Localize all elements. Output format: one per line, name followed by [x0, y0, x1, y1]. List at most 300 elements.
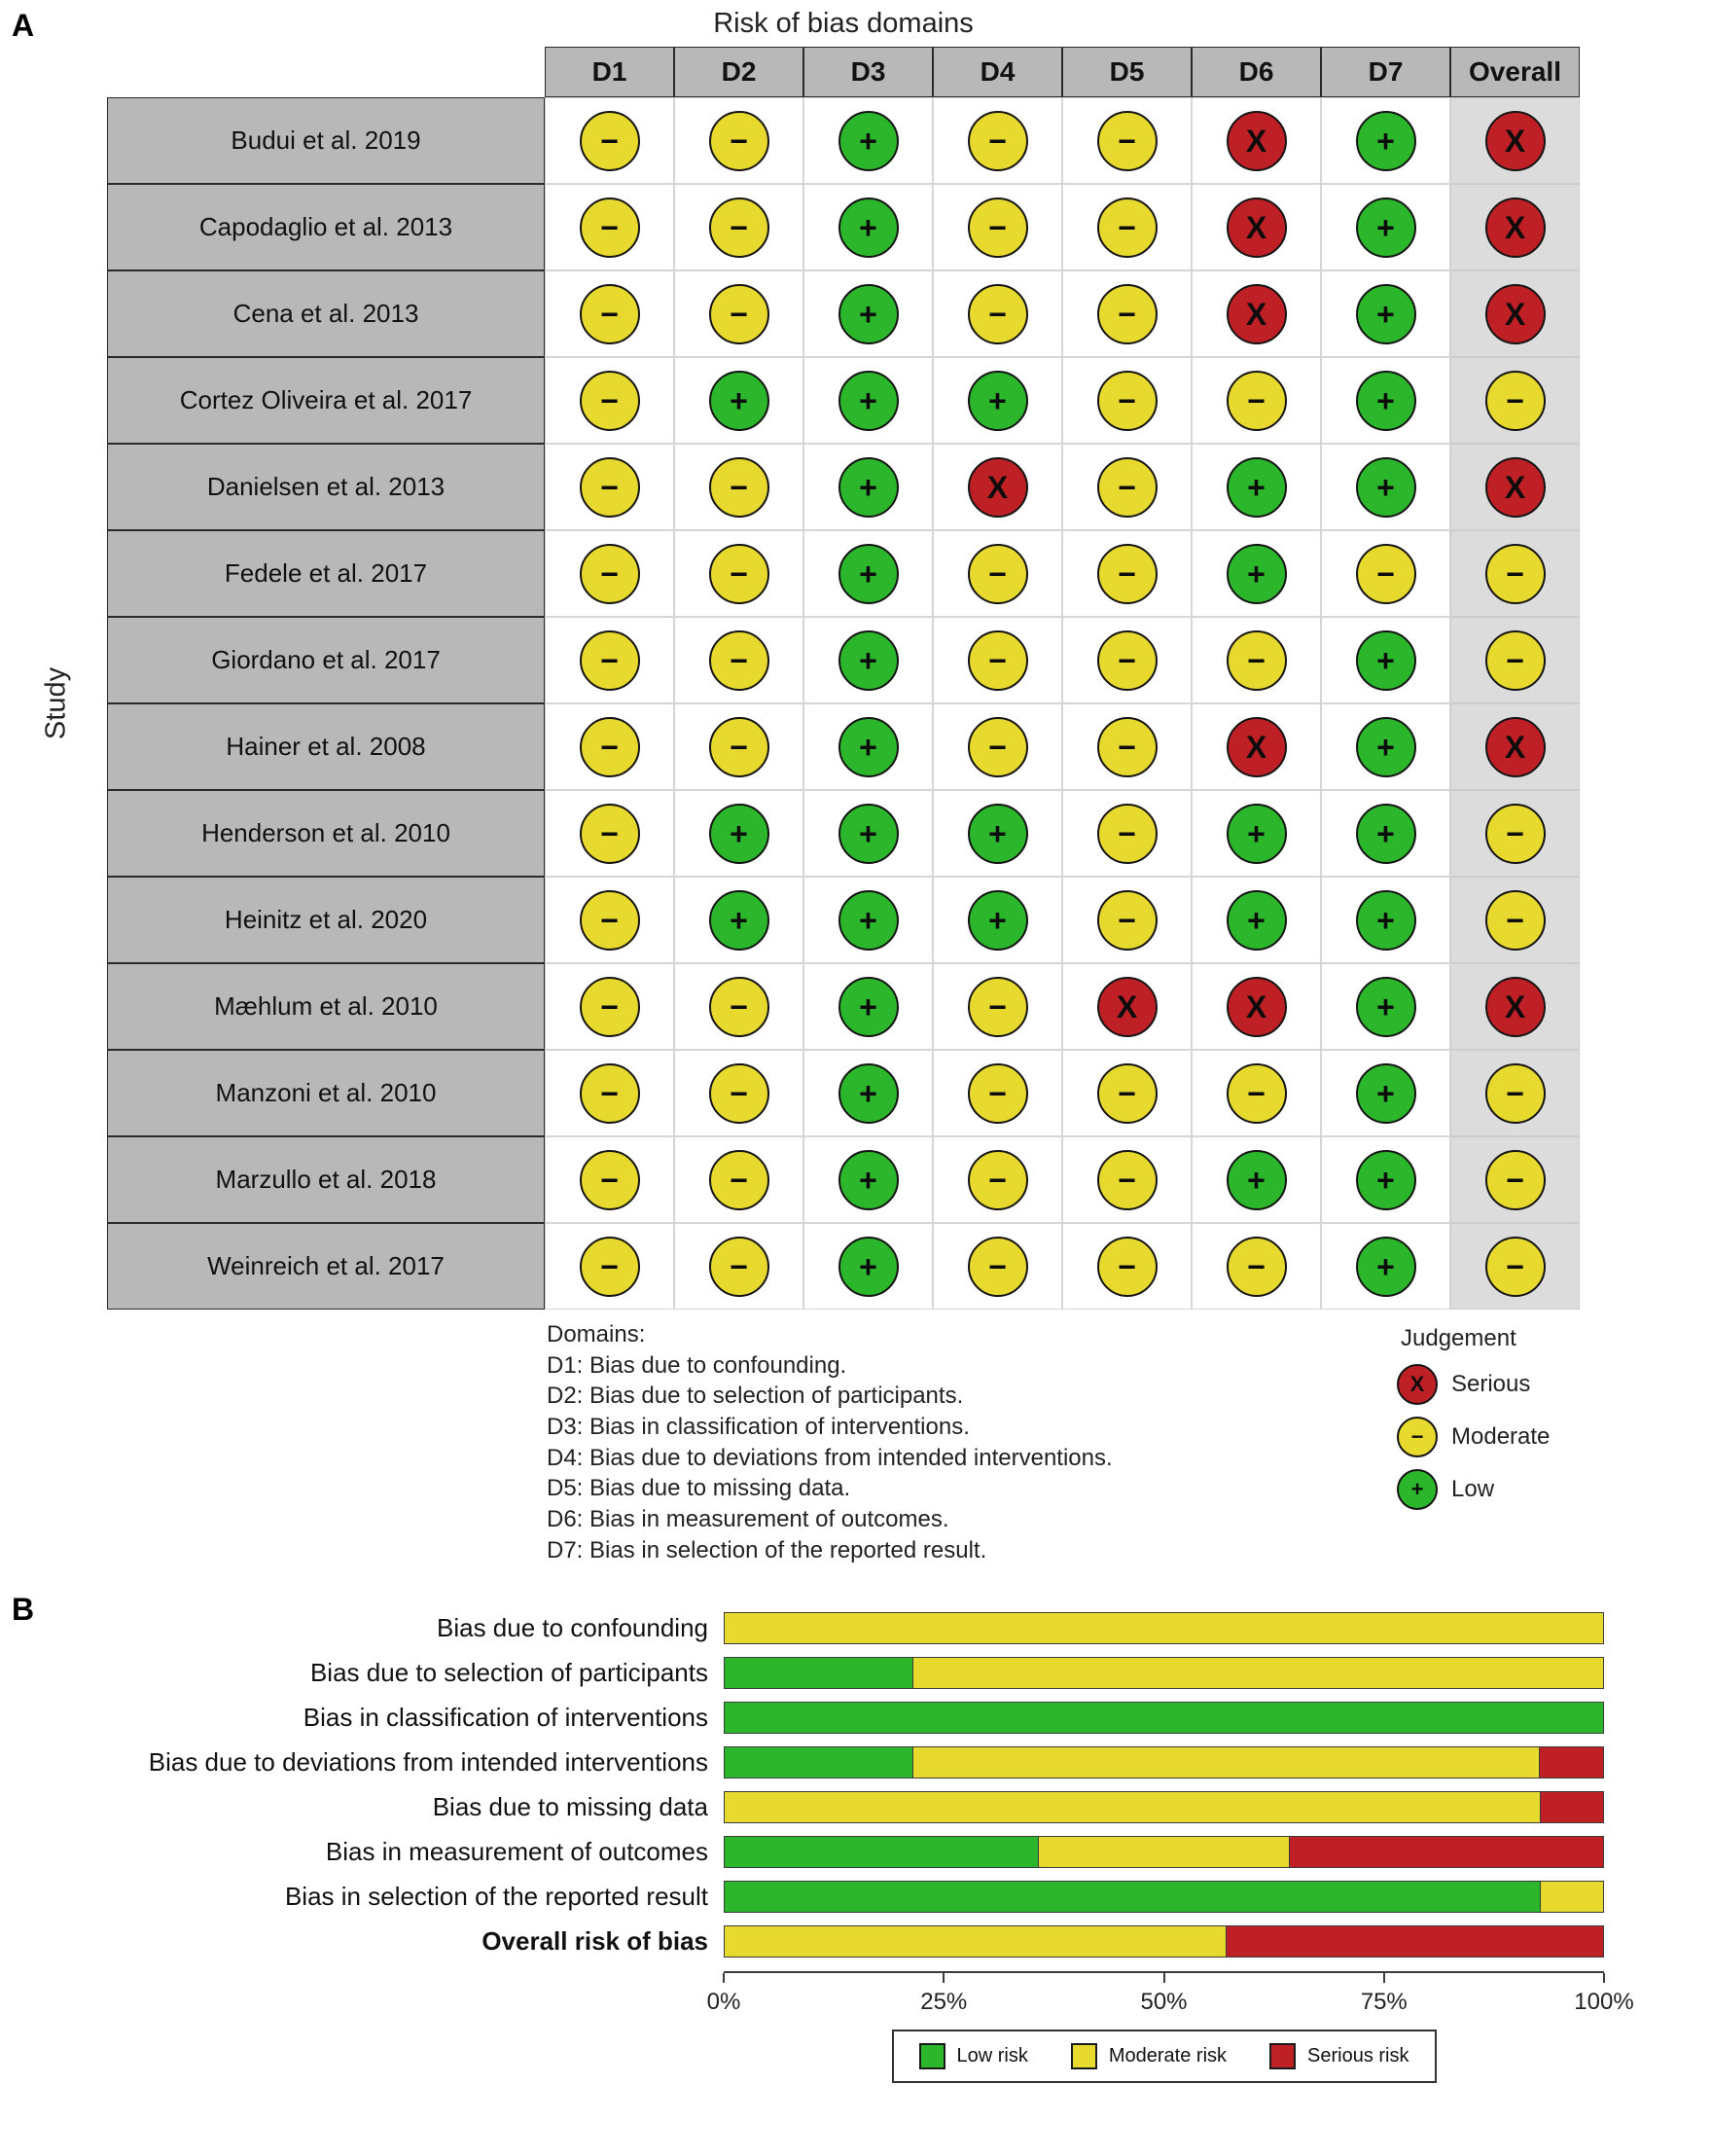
domains-heading: Domains: — [547, 1321, 646, 1348]
judgement-cell — [1192, 444, 1321, 530]
judgement-cell — [1192, 97, 1321, 184]
judgement-low-icon: + — [1356, 717, 1416, 777]
judgement-serious-icon: X — [1485, 111, 1546, 171]
column-header: D7 — [1321, 47, 1450, 97]
judgement-moderate-icon: − — [968, 630, 1028, 691]
judgement-moderate-icon: − — [968, 977, 1028, 1037]
bar-segment-low — [725, 1882, 1540, 1912]
judgement-moderate-icon: − — [580, 1063, 640, 1124]
judgement-cell — [1062, 270, 1192, 357]
judgement-cell — [1062, 1050, 1192, 1136]
bar-legend-label: Low risk — [956, 2045, 1028, 2066]
judgement-cell — [933, 703, 1062, 790]
judgement-low-icon: + — [1356, 284, 1416, 344]
judgement-cell — [674, 963, 803, 1050]
study-label: Weinreich et al. 2017 — [107, 1223, 545, 1310]
judgement-moderate-icon: − — [1097, 890, 1158, 951]
judgement-low-icon: + — [1356, 804, 1416, 864]
judgement-cell — [1450, 790, 1580, 877]
judgement-low-icon: + — [1227, 1150, 1287, 1210]
judgement-moderate-icon: − — [1485, 804, 1546, 864]
judgement-moderate-icon: − — [580, 1237, 640, 1297]
judgement-cell — [1321, 97, 1450, 184]
judgement-cell — [674, 444, 803, 530]
judgement-cell — [1192, 877, 1321, 963]
judgement-cell — [545, 184, 674, 270]
judgement-cell — [674, 703, 803, 790]
judgement-moderate-icon: − — [580, 717, 640, 777]
column-header: D4 — [933, 47, 1062, 97]
judgement-cell — [933, 184, 1062, 270]
column-header: D5 — [1062, 47, 1192, 97]
judgement-cell — [674, 184, 803, 270]
judgement-cell — [674, 617, 803, 703]
bar-legend-item — [919, 2043, 1028, 2069]
judgement-low-icon: + — [838, 284, 899, 344]
judgement-cell — [1062, 184, 1192, 270]
bar-segment-moderate — [912, 1658, 1603, 1688]
judgement-serious-icon: X — [1485, 457, 1546, 518]
judgement-cell — [1321, 184, 1450, 270]
judgement-moderate-icon: − — [1097, 198, 1158, 258]
study-label: Henderson et al. 2010 — [107, 790, 545, 877]
judgement-low-icon: + — [709, 890, 769, 951]
judgement-cell — [1450, 270, 1580, 357]
judgement-low-icon: + — [838, 630, 899, 691]
domain-definition: D1: Bias due to confounding. — [547, 1351, 847, 1379]
judgement-cell — [933, 617, 1062, 703]
judgement-moderate-icon: − — [1485, 1150, 1546, 1210]
judgement-low-icon: + — [968, 890, 1028, 951]
judgement-low-icon: + — [1356, 630, 1416, 691]
judgement-cell — [1321, 270, 1450, 357]
judgement-cell — [1062, 703, 1192, 790]
judgement-low-icon: + — [1356, 457, 1416, 518]
judgement-low-icon: + — [838, 111, 899, 171]
judgement-moderate-icon: − — [1097, 1150, 1158, 1210]
judgement-cell — [1450, 877, 1580, 963]
study-label: Capodaglio et al. 2013 — [107, 184, 545, 270]
judgement-moderate-icon: − — [709, 457, 769, 518]
x-axis-tick — [723, 1973, 725, 1983]
domains-note — [547, 1319, 1113, 1565]
judgement-cell — [1192, 1223, 1321, 1310]
judgement-cell — [1062, 1223, 1192, 1310]
bar-segment-moderate — [725, 1926, 1226, 1957]
judgement-cell — [1062, 97, 1192, 184]
judgement-low-icon: + — [1356, 371, 1416, 431]
judgement-cell — [1062, 790, 1192, 877]
study-label: Cena et al. 2013 — [107, 270, 545, 357]
judgement-cell — [803, 1136, 933, 1223]
bar-segment-serious — [1289, 1837, 1603, 1867]
judgement-low-icon: + — [838, 1237, 899, 1297]
bar-row — [29, 1740, 1604, 1784]
stacked-bar — [724, 1925, 1604, 1958]
judgement-moderate-icon: − — [580, 630, 640, 691]
judgement-moderate-icon: − — [709, 977, 769, 1037]
judgement-moderate-icon: − — [580, 284, 640, 344]
judgement-cell — [1321, 617, 1450, 703]
judgement-moderate-icon: − — [1097, 284, 1158, 344]
x-axis-tick-label: 100% — [1574, 1989, 1634, 2015]
bar-legend — [724, 2030, 1604, 2083]
judgement-cell — [933, 444, 1062, 530]
table-corner — [107, 47, 545, 97]
stacked-bar — [724, 1791, 1604, 1823]
judgement-moderate-icon: − — [709, 544, 769, 604]
bar-row — [29, 1650, 1604, 1695]
judgement-cell — [545, 444, 674, 530]
judgement-moderate-icon: − — [1097, 371, 1158, 431]
judgement-moderate-icon: − — [968, 1150, 1028, 1210]
judgement-cell — [1321, 1050, 1450, 1136]
judgement-cell — [545, 1223, 674, 1310]
study-axis-label: Study — [40, 666, 72, 740]
judgement-cell — [1450, 530, 1580, 617]
stacked-bar — [724, 1746, 1604, 1779]
judgement-cell — [803, 877, 933, 963]
x-axis-tick — [1163, 1973, 1165, 1983]
domain-definition: D5: Bias due to missing data. — [547, 1475, 851, 1502]
bar-segment-serious — [1539, 1747, 1603, 1778]
judgement-serious-icon: X — [1485, 977, 1546, 1037]
judgement-moderate-icon: − — [1227, 1237, 1287, 1297]
study-label: Hainer et al. 2008 — [107, 703, 545, 790]
judgement-moderate-icon: − — [580, 1150, 640, 1210]
judgement-legend — [1397, 1325, 1550, 1510]
bar-segment-serious — [1540, 1792, 1603, 1822]
bar-segment-moderate — [912, 1747, 1539, 1778]
judgement-moderate-icon: − — [709, 284, 769, 344]
judgement-serious-icon: X — [1097, 977, 1158, 1037]
study-label: Fedele et al. 2017 — [107, 530, 545, 617]
judgement-cell — [1321, 530, 1450, 617]
domain-definition: D2: Bias due to selection of participants. — [547, 1383, 964, 1410]
column-header: D1 — [545, 47, 674, 97]
judgement-cell — [1321, 963, 1450, 1050]
bar-row — [29, 1919, 1604, 1963]
bar-row — [29, 1784, 1604, 1829]
judgement-moderate-icon: − — [968, 198, 1028, 258]
study-label: Manzoni et al. 2010 — [107, 1050, 545, 1136]
bar-segment-low — [725, 1658, 912, 1688]
judgement-moderate-icon: − — [709, 1150, 769, 1210]
judgement-moderate-icon: − — [580, 890, 640, 951]
judgement-cell — [1192, 1050, 1321, 1136]
x-axis-tick-label: 25% — [920, 1989, 968, 2015]
judgement-cell — [933, 1136, 1062, 1223]
judgement-serious-icon: X — [1485, 198, 1546, 258]
judgement-legend-label: Moderate — [1451, 1423, 1551, 1450]
stacked-bar — [724, 1702, 1604, 1734]
judgement-cell — [545, 1050, 674, 1136]
domain-definition: D4: Bias due to deviations from intended interventions. — [547, 1444, 1113, 1471]
study-label: Danielsen et al. 2013 — [107, 444, 545, 530]
bar-category-label: Bias due to deviations from intended interventions — [148, 1746, 708, 1777]
bar-segment-moderate — [725, 1792, 1540, 1822]
serious-risk-swatch — [1269, 2043, 1296, 2069]
judgement-low-icon: + — [838, 804, 899, 864]
judgement-moderate-icon: − — [1227, 1063, 1287, 1124]
bar-legend-item — [1269, 2043, 1409, 2069]
judgement-moderate-icon: − — [709, 111, 769, 171]
judgement-moderate-icon: − — [1097, 1237, 1158, 1297]
judgement-low-icon: + — [1356, 977, 1416, 1037]
bar-segment-moderate — [1540, 1882, 1603, 1912]
judgement-moderate-icon: − — [1097, 111, 1158, 171]
judgement-moderate-icon: − — [709, 630, 769, 691]
judgement-moderate-icon: − — [1485, 1237, 1546, 1297]
judgement-cell — [803, 357, 933, 444]
judgement-moderate-icon: − — [1485, 371, 1546, 431]
judgement-cell — [1321, 444, 1450, 530]
judgement-cell — [674, 357, 803, 444]
judgement-moderate-icon: − — [709, 717, 769, 777]
judgement-cell — [545, 877, 674, 963]
x-axis-tick — [1383, 1973, 1385, 1983]
judgement-cell — [1192, 184, 1321, 270]
bar-category-label: Overall risk of bias — [482, 1925, 708, 1956]
judgement-cell — [933, 97, 1062, 184]
judgement-cell — [1450, 184, 1580, 270]
judgement-cell — [1321, 357, 1450, 444]
judgement-moderate-icon: − — [968, 1237, 1028, 1297]
judgement-moderate-icon: − — [1356, 544, 1416, 604]
stacked-bar — [724, 1836, 1604, 1868]
judgement-cell — [1450, 97, 1580, 184]
judgement-cell — [545, 617, 674, 703]
judgement-moderate-icon: − — [968, 717, 1028, 777]
judgement-cell — [803, 703, 933, 790]
judgement-cell — [933, 530, 1062, 617]
judgement-low-icon: + — [1356, 890, 1416, 951]
domain-definition: D3: Bias in classification of interventions. — [547, 1414, 970, 1441]
judgement-cell — [803, 1050, 933, 1136]
bar-row — [29, 1874, 1604, 1919]
judgement-low-icon: + — [838, 371, 899, 431]
judgement-cell — [1321, 1223, 1450, 1310]
column-header: D2 — [674, 47, 803, 97]
judgement-cell — [545, 530, 674, 617]
bar-legend-box — [892, 2030, 1437, 2083]
judgement-cell — [1062, 444, 1192, 530]
bar-category-label: Bias in classification of interventions — [303, 1702, 708, 1732]
judgement-cell — [1450, 617, 1580, 703]
judgement-moderate-icon: − — [968, 284, 1028, 344]
judgement-cell — [803, 444, 933, 530]
judgement-cell — [1192, 703, 1321, 790]
judgement-cell — [1450, 1136, 1580, 1223]
bar-segment-low — [725, 1703, 1603, 1733]
judgement-moderate-icon: − — [1097, 804, 1158, 864]
bar-row — [29, 1829, 1604, 1874]
judgement-moderate-icon: − — [1485, 544, 1546, 604]
column-header: D6 — [1192, 47, 1321, 97]
x-axis-tick-label: 50% — [1140, 1989, 1188, 2015]
x-axis-tick — [1603, 1973, 1605, 1983]
judgement-cell — [933, 1223, 1062, 1310]
judgement-low-icon: + — [1227, 804, 1287, 864]
stacked-bar — [724, 1881, 1604, 1913]
judgement-legend-item — [1397, 1469, 1550, 1510]
judgement-cell — [933, 877, 1062, 963]
judgement-moderate-icon: − — [1097, 1063, 1158, 1124]
judgement-low-icon: + — [838, 1063, 899, 1124]
judgement-cell — [803, 790, 933, 877]
judgement-low-icon: + — [838, 457, 899, 518]
judgement-cell — [933, 790, 1062, 877]
judgement-low-icon: + — [1227, 890, 1287, 951]
judgement-low-icon: + — [709, 804, 769, 864]
judgement-legend-item — [1397, 1417, 1550, 1457]
judgement-legend-label: Low — [1451, 1476, 1495, 1502]
study-label: Marzullo et al. 2018 — [107, 1136, 545, 1223]
judgement-cell — [1450, 1050, 1580, 1136]
judgement-low-icon: + — [968, 371, 1028, 431]
judgement-cell — [674, 270, 803, 357]
judgement-moderate-icon: − — [580, 977, 640, 1037]
judgement-cell — [1321, 790, 1450, 877]
judgement-cell — [803, 963, 933, 1050]
judgement-serious-icon: X — [968, 457, 1028, 518]
judgement-moderate-icon: − — [580, 804, 640, 864]
column-header: D3 — [803, 47, 933, 97]
judgement-moderate-icon: − — [1097, 630, 1158, 691]
judgement-moderate-icon: − — [1485, 1063, 1546, 1124]
judgement-moderate-icon: − — [1097, 544, 1158, 604]
judgement-cell — [803, 617, 933, 703]
judgement-cell — [1192, 790, 1321, 877]
bar-legend-label: Serious risk — [1307, 2045, 1409, 2066]
judgement-cell — [933, 270, 1062, 357]
x-axis-tick-label: 75% — [1360, 1989, 1408, 2015]
judgement-cell — [1450, 963, 1580, 1050]
judgement-cell — [1321, 703, 1450, 790]
judgement-moderate-icon: − — [580, 371, 640, 431]
judgement-cell — [674, 1136, 803, 1223]
judgement-cell — [545, 97, 674, 184]
judgement-cell — [803, 184, 933, 270]
judgement-cell — [545, 1136, 674, 1223]
judgement-moderate-icon: − — [709, 198, 769, 258]
judgement-cell — [1192, 1136, 1321, 1223]
judgement-serious-icon: X — [1227, 198, 1287, 258]
judgement-cell — [1062, 963, 1192, 1050]
judgement-serious-icon: X — [1227, 284, 1287, 344]
judgement-cell — [933, 357, 1062, 444]
judgement-cell — [545, 703, 674, 790]
bar-category-label: Bias due to missing data — [432, 1791, 708, 1821]
domain-definition: D7: Bias in selection of the reported result. — [547, 1536, 987, 1563]
study-label: Heinitz et al. 2020 — [107, 877, 545, 963]
judgement-low-icon: + — [1356, 111, 1416, 171]
bar-category-label: Bias due to selection of participants — [309, 1657, 708, 1687]
judgement-low-icon: + — [838, 890, 899, 951]
judgement-cell — [1192, 270, 1321, 357]
judgement-serious-icon: X — [1485, 284, 1546, 344]
judgement-cell — [545, 963, 674, 1050]
judgement-moderate-icon: − — [968, 111, 1028, 171]
judgement-cell — [1450, 444, 1580, 530]
judgement-cell — [1192, 617, 1321, 703]
judgement-cell — [803, 1223, 933, 1310]
judgement-low-icon: + — [1227, 457, 1287, 518]
judgement-legend-title: Judgement — [1401, 1325, 1516, 1351]
judgement-cell — [1062, 617, 1192, 703]
judgement-cell — [1192, 357, 1321, 444]
judgement-cell — [803, 97, 933, 184]
judgement-cell — [1062, 1136, 1192, 1223]
bar-segment-moderate — [725, 1613, 1603, 1643]
judgement-low-icon: + — [1356, 198, 1416, 258]
judgement-moderate-icon: − — [709, 1063, 769, 1124]
bar-legend-item — [1071, 2043, 1227, 2069]
bar-chart — [29, 1605, 1604, 1963]
low-risk-swatch — [919, 2043, 945, 2069]
judgement-moderate-icon: − — [1485, 630, 1546, 691]
judgement-low-icon: + — [838, 544, 899, 604]
bar-category-label: Bias due to confounding — [437, 1612, 708, 1642]
judgement-low-icon: + — [1356, 1237, 1416, 1297]
stacked-bar — [724, 1657, 1604, 1689]
judgement-low-icon: + — [1356, 1063, 1416, 1124]
judgement-moderate-icon: − — [1227, 371, 1287, 431]
judgement-moderate-icon: − — [580, 111, 640, 171]
judgement-moderate-icon: − — [968, 544, 1028, 604]
judgement-moderate-icon: − — [1397, 1417, 1438, 1457]
column-header: Overall — [1450, 47, 1580, 97]
judgement-low-icon: + — [1227, 544, 1287, 604]
judgement-cell — [1062, 877, 1192, 963]
x-axis-tick-label: 0% — [706, 1989, 741, 2015]
judgement-cell — [674, 877, 803, 963]
moderate-risk-swatch — [1071, 2043, 1097, 2069]
judgement-low-icon: + — [838, 1150, 899, 1210]
study-label: Cortez Oliveira et al. 2017 — [107, 357, 545, 444]
domain-definition: D6: Bias in measurement of outcomes. — [547, 1506, 949, 1533]
bar-row — [29, 1605, 1604, 1650]
judgement-moderate-icon: − — [580, 457, 640, 518]
judgement-moderate-icon: − — [1485, 890, 1546, 951]
judgement-serious-icon: X — [1227, 717, 1287, 777]
judgement-cell — [545, 790, 674, 877]
judgement-cell — [1192, 963, 1321, 1050]
bar-segment-moderate — [1038, 1837, 1290, 1867]
judgement-cell — [933, 963, 1062, 1050]
plot-title: Risk of bias domains — [713, 8, 974, 39]
judgement-moderate-icon: − — [709, 1237, 769, 1297]
judgement-cell — [674, 790, 803, 877]
judgement-low-icon: + — [709, 371, 769, 431]
panel-a-label: A — [12, 8, 35, 43]
judgement-low-icon: + — [838, 977, 899, 1037]
judgement-cell — [674, 1223, 803, 1310]
judgement-cell — [1450, 357, 1580, 444]
judgement-cell — [803, 530, 933, 617]
bar-segment-low — [725, 1837, 1038, 1867]
judgement-cell — [803, 270, 933, 357]
judgement-moderate-icon: − — [1227, 630, 1287, 691]
judgement-cell — [1450, 1223, 1580, 1310]
bar-row — [29, 1695, 1604, 1740]
judgement-cell — [1321, 1136, 1450, 1223]
judgement-low-icon: + — [838, 717, 899, 777]
judgement-low-icon: + — [838, 198, 899, 258]
judgement-moderate-icon: − — [968, 1063, 1028, 1124]
x-axis — [706, 1971, 1634, 2030]
judgement-cell — [1321, 877, 1450, 963]
